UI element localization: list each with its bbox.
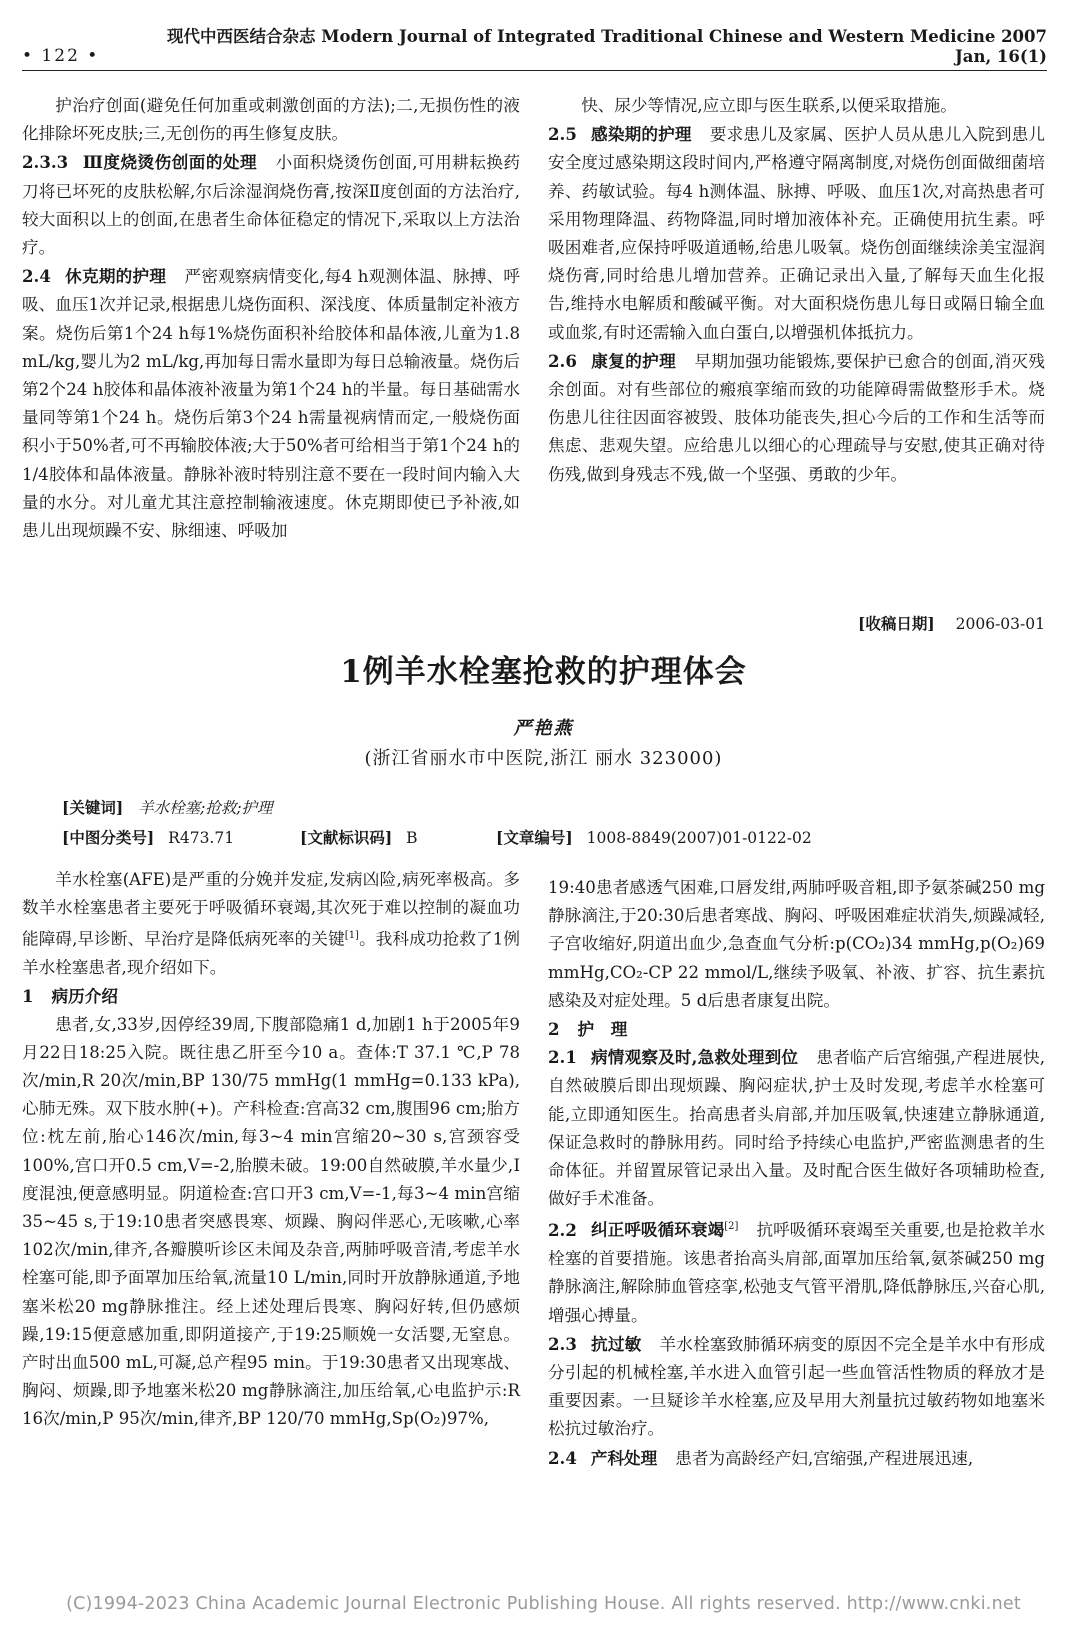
clc-value: R473.71 <box>168 829 235 847</box>
prev-article-right-column <box>548 92 1045 489</box>
clc-segment <box>62 826 300 848</box>
clc-label: [中图分类号] <box>62 828 155 847</box>
classification-line <box>62 826 812 848</box>
paragraph <box>22 92 520 148</box>
received-value: 2006-03-01 <box>955 615 1045 633</box>
subsection-paragraph <box>548 347 1045 489</box>
running-header <box>22 27 1047 71</box>
subsection-paragraph <box>548 1444 1045 1473</box>
subsection-text: 要求患儿及家属、医护人员从患儿入院到患儿安全度过感染期这段时间内,严格遵守隔离制度,对烧伤创面做细菌培养、药敏试验。每4 h测体温、脉搏、呼吸、血压1次,对高热患者可采用物理降温、药物降温,同时增加液体补充。正确使用抗生素。呼吸困难者,应保持呼吸道通畅,给患儿吸氧。烧伤创面继续涂美宝湿润烧伤膏,同时给患儿增加营养。正确记录出入量,了解每天血生化报告,维持水电解质和酸碱平衡。对大面积烧伤患儿每日或隔日输全血或血浆,有时还需输入血白蛋白,以增强机体抵抗力。 <box>548 125 1046 342</box>
subsection-title: 纠正呼吸循环衰竭 <box>590 1219 725 1240</box>
paragraph-text: 患者,女,33岁,因停经39周,下腹部隐痛1 d,加剧1 h于2005年9月22日18:25入院。既往患乙肝至今10 a。查体:T 37.1 ℃,P 78次/min,R 20次/min,BP 130/75 mmHg(1 mmHg=0.133 kPa),心肺无殊。双下肢水肿(+)。产科检查:宫高32 cm,腹围96 cm;胎方位:枕左前,胎心146次/min,每3~4 min宫缩20~30 s,宫颈容受100%,宫口开0.5 cm,V=-2,胎膜未破。19:00自然破膜,羊水量少,Ⅰ度混浊,便意感明显。阴道检查:宫口开3 cm,V=-1,每3~4 min宫缩35~45 s,于19:10患者突感畏寒、烦躁、胸闷伴恶心,无咳嗽,心率102次/min,律齐,各瓣膜听诊区未闻及杂音,两肺呼吸音清,考虑羊水栓塞可能,即予面罩加压给氧,流量10 L/min,同时开放静脉通道,予地塞米松20 mg静脉推注。经上述处理后畏寒、胸闷好转,但仍感烦躁,19:15便意感加重,即阴道接产,于19:25顺娩一女活婴,无窒息。产时出血500 mL,可凝,总产程95 min。于19:30患者又出现寒战、胸闷、烦躁,即予地塞米松20 mg静脉滴注,加压给氧,心电监护示:R 16次/min,P 95次/min,律齐,BP 120/70 mmHg,Sp(O₂)97%, <box>22 1014 520 1429</box>
subsection-title: 感染期的护理 <box>590 124 692 145</box>
article-no-value: 1008-8849(2007)01-0122-02 <box>586 829 812 847</box>
prev-article-left-column <box>22 92 520 545</box>
subsection-title: Ⅲ度烧烫伤创面的处理 <box>82 152 258 173</box>
subsection-text: 患者临产后宫缩强,产程进展快,自然破膜后即出现烦躁、胸闷症状,护士及时发现,考虑羊水栓塞可能,立即通知医生。抬高患者头肩部,并加压吸氧,快速建立静脉通道,保证急救时的静脉用药。同时给予持续心电监护,严密监测患者的生命体征。并留置尿管记录出入量。及时配合医生做好各项辅助检查,做好手术准备。 <box>548 1048 1045 1209</box>
doc-code-segment <box>300 826 496 848</box>
article-title: 1例羊水栓塞抢救的护理体会 <box>340 654 747 690</box>
paragraph-text: 护治疗创面(避免任何加重或刺激创面的方法);二,无损伤性的液化排除坏死皮肤;三,无创伤的再生修复皮肤。 <box>22 96 520 144</box>
subsection-text: 羊水栓塞致肺循环病变的原因不完全是羊水中有形成分引起的机械栓塞,羊水进入血管引起一些血管活性物质的释放才是重要因素。一旦疑诊羊水栓塞,应及早用大剂量抗过敏药物如地塞米松抗过敏治疗。 <box>548 1334 1046 1439</box>
section-number: 2 <box>548 1019 560 1040</box>
subsection-number: 2.4 <box>548 1447 577 1468</box>
paragraph-text: 19:40患者感透气困难,口唇发绀,两肺呼吸音粗,即予氨茶碱250 mg静脉滴注,于20:30后患者寒战、胸闷、呼吸困难症状消失,烦躁减轻,子宫收缩好,阴道出血少,急查血气分析:p(CO₂)34 mmHg,p(O₂)69 mmHg,CO₂-CP 22 mmol/L,继续予吸氧、补液、扩容、抗生素抗感染及对症处理。5 d后患者康复出院。 <box>548 878 1045 1010</box>
citation-ref: [2] <box>724 1221 739 1233</box>
paragraph-text: 羊水栓塞(AFE)是严重的分娩并发症,发病凶险,病死率极高。多数羊水栓塞患者主要死于呼吸循环衰竭,其次死于难以控制的凝血功能障碍,早诊断、早治疗是降低病死率的关键 <box>22 870 520 949</box>
subsection-number: 2.3 <box>548 1333 577 1354</box>
subsection-title: 休克期的护理 <box>64 266 167 287</box>
paragraph <box>22 866 520 982</box>
subsection-number: 2.4 <box>22 266 51 287</box>
subsection-paragraph <box>548 1213 1045 1329</box>
keywords-line <box>62 796 273 818</box>
paragraph <box>22 1011 520 1434</box>
article-author: 严艳燕 <box>513 718 574 739</box>
subsection-paragraph <box>548 1330 1045 1444</box>
subsection-text: 抗呼吸循环衰竭至关重要,也是抢救羊水栓塞的首要措施。该患者抬高头肩部,面罩加压给氧,氨茶碱250 mg静脉滴注,解除肺血管痉挛,松弛支气管平滑肌,降低静脉压,兴奋心肌,增强心搏量。 <box>548 1220 1045 1325</box>
subsection-number: 2.6 <box>548 350 577 371</box>
subsection-paragraph <box>22 262 520 545</box>
subsection-text: 早期加强功能锻炼,要保护已愈合的创面,消灭残余创面。对有些部位的瘢痕挛缩而致的功能障碍需做整形手术。烧伤患儿往往因面容被毁、肢体功能丧失,担心今后的工作和生活等而焦虑、悲观失望。应给患儿以细心的心理疏导与安慰,使其正确对待伤残,做到身残志不残,做一个坚强、勇敢的少年。 <box>548 351 1045 484</box>
article-affiliation: (浙江省丽水市中医院,浙江 丽水 323000) <box>364 748 723 769</box>
doc-code-value: B <box>406 829 418 847</box>
subsection-text: 严密观察病情变化,每4 h观测体温、脉搏、呼吸、血压1次并记录,根据患儿烧伤面积、深浅度、体质量制定补液方案。烧伤后第1个24 h每1%烧伤面积补给胶体和晶体液,儿童为1.8 mL/kg,婴儿为2 mL/kg,再加每日需水量即为每日总输液量。烧伤后第2个24 h胶体和晶体液补液量为第1个24 h的半量。每日基础需水量同等第1个24 h。烧伤后第3个24 h需量视病情而定,一般烧伤面积小于50%者,可不再输胶体液;大于50%者可给相当于第1个24 h的1/4胶体和晶体液量。静脉补液时特别注意不要在一段时间内输入大量的水分。对儿童尤其注意控制输液速度。休克期即使已予补液,如患儿出现烦躁不安、脉细速、呼吸加 <box>22 267 521 541</box>
article-left-column <box>22 866 520 1434</box>
subsection-paragraph <box>548 1043 1045 1213</box>
journal-title: 现代中西医结合杂志 Modern Journal of Integrated Traditional Chinese and Western Medicine 2007 Jan, 16(1) <box>166 27 1047 66</box>
section-title: 病历介绍 <box>51 986 118 1007</box>
subsection-number: 2.1 <box>548 1047 577 1068</box>
subsection-title: 病情观察及时,急救处理到位 <box>590 1047 799 1068</box>
subsection-paragraph <box>22 148 520 262</box>
subsection-number: 2.2 <box>548 1219 577 1240</box>
subsection-number: 2.3.3 <box>22 152 69 173</box>
keywords-value: 羊水栓塞;抢救;护理 <box>138 799 273 817</box>
keywords-label: [关键词] <box>62 798 124 817</box>
section-title: 护 理 <box>577 1019 628 1040</box>
doc-code-label: [文献标识码] <box>300 828 393 847</box>
paragraph <box>548 874 1045 1015</box>
paragraph-text: 快、尿少等情况,应立即与医生联系,以便采取措施。 <box>581 96 957 115</box>
citation-ref: [1] <box>344 930 359 942</box>
section-number: 1 <box>22 986 34 1007</box>
subsection-paragraph <box>548 120 1045 347</box>
article-no-label: [文章编号] <box>496 828 573 847</box>
copyright-footer: (C)1994-2023 China Academic Journal Electronic Publishing House. All rights reserved. http://www.cnki.net <box>66 1594 1021 1614</box>
paragraph <box>548 92 1045 120</box>
received-date <box>858 612 1045 634</box>
subsection-title: 抗过敏 <box>590 1333 642 1354</box>
subsection-title: 产科处理 <box>590 1447 658 1468</box>
received-label: [收稿日期] <box>858 614 935 633</box>
paragraph-tail: 。我科成功抢救了1例羊水栓塞患者,现介绍如下。 <box>22 929 520 978</box>
article-no-segment <box>496 826 812 848</box>
section-heading <box>548 1015 1045 1043</box>
subsection-text: 患者为高龄经产妇,宫缩强,产程进展迅速, <box>675 1448 974 1468</box>
subsection-title: 康复的护理 <box>590 350 677 371</box>
subsection-number: 2.5 <box>548 124 577 145</box>
article-right-column <box>548 874 1045 1473</box>
subsection-text: 小面积烧烫伤创面,可用耕耘换药刀将已坏死的皮肤松解,尔后涂湿润烧伤膏,按深Ⅱ度创面的方法治疗,较大面积以上的创面,在患者生命体征稳定的情况下,采取以上方法治疗。 <box>22 153 520 258</box>
page-number: • 122 • <box>22 46 100 66</box>
section-heading <box>22 982 520 1010</box>
